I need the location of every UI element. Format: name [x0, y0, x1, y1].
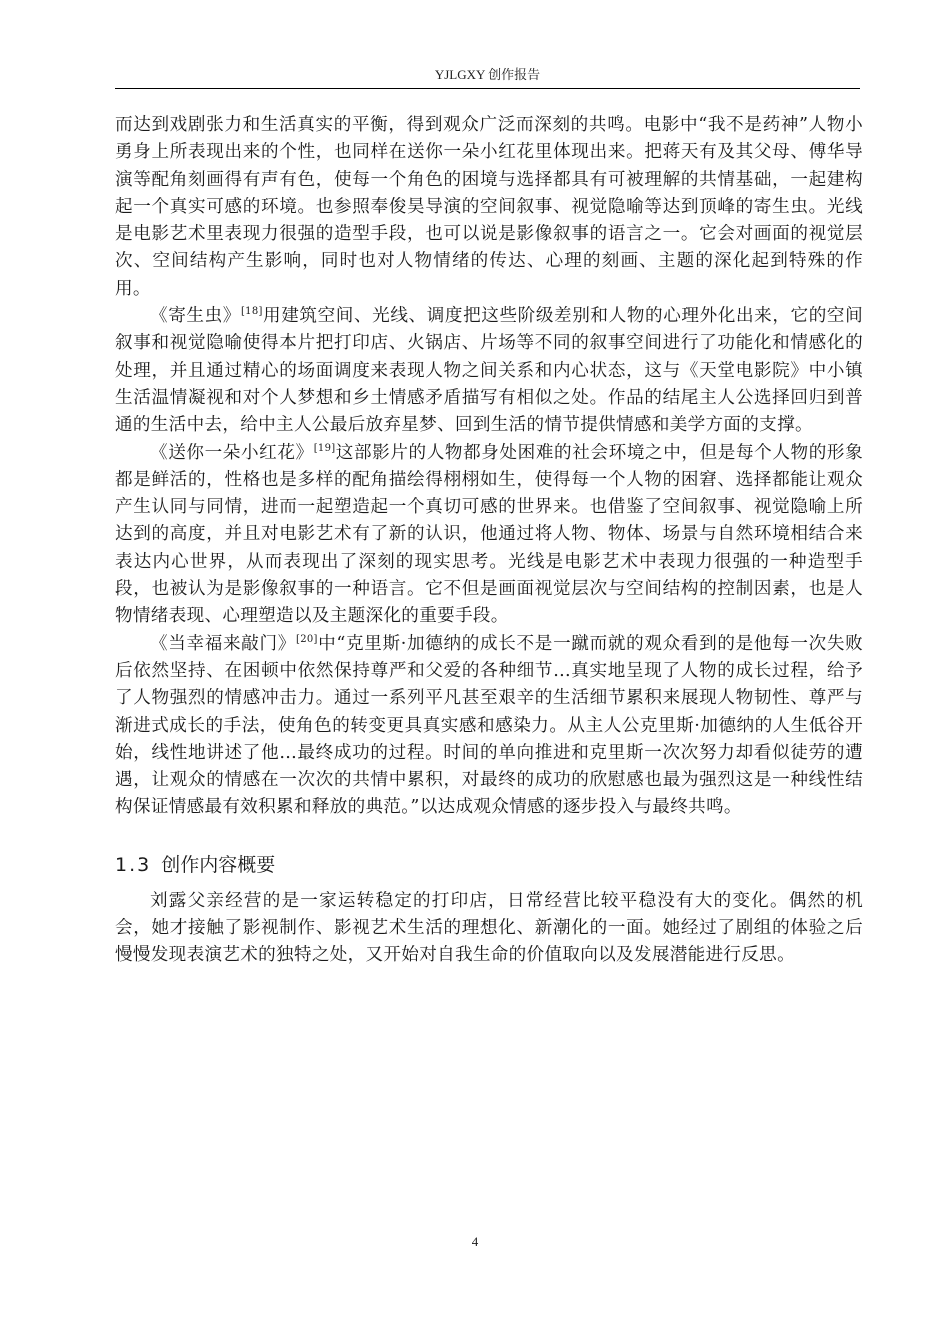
paragraph-pursuit-of-happyness-text: 中“克里斯·加德纳的成长不是一蹴而就的观众看到的是他每一次失败后依然坚持、在困顿中依然保持尊严和父爱的各种细节...真实地呈现了人物的成长过程，给予了人物强烈的情感冲击力。通过一系列平凡甚至艰辛的生活细节累积来展现人物韧性、尊严与渐进式成长的手法，使角色的转变更具真实感和感染力。从主人公克里斯·加德纳的人生低谷开始，线性地讲述了他...最终成功的过程。时间的单向推进和克里斯一次次努力却看似徒劳的遭遇，让观众的情感在一次次的共情中累积，对最终的成功的欣慰感也最为强烈这是一种线性结构保证情感最有效积累和释放的典范。”以达成观众情感的逐步投入与最终共鸣。 — [115, 633, 864, 818]
film-title-little-red-flower: 《送你一朵小红花》 — [150, 442, 314, 463]
citation-18: [18] — [240, 306, 263, 318]
page-number: 4 — [471, 1234, 479, 1249]
main-content — [115, 112, 863, 970]
paragraph-parasite — [115, 303, 863, 439]
film-title-pursuit-of-happyness: 《当幸福来敲门》 — [150, 633, 297, 654]
section-title: 创作内容概要 — [161, 853, 276, 876]
paragraph-pursuit-of-happyness — [115, 631, 863, 822]
film-title-parasite: 《寄生虫》 — [150, 306, 241, 327]
paragraph-little-red-flower — [115, 440, 863, 631]
paragraph-1: 而达到戏剧张力和生活真实的平衡，得到观众广泛而深刻的共鸣。电影中“我不是药神”人物小勇身上所表现出来的个性，也同样在送你一朵小红花里体现出来。把蒋天有及其父母、傅华导演等配角刻画得有声有色，使每一个角色的困境与选择都具有可被理解的共情基础，一起建构起一个真实可感的环境。也参照奉俊昊导演的空间叙事、视觉隐喻等达到顶峰的寄生虫。光线是电影艺术里表现力很强的造型手段，也可以说是影像叙事的语言之一。它会对画面的视觉层次、空间结构产生影响，同时也对人物情绪的传达、心理的刻画、主题的深化起到特殊的作用。 — [115, 115, 863, 299]
citation-20: [20] — [296, 633, 318, 645]
citation-19: [19] — [313, 442, 336, 454]
section-paragraph-1: 刘露父亲经营的是一家运转稳定的打印店，日常经营比较平稳没有大的变化。偶然的机会，她才接触了影视制作、影视艺术生活的理想化、新潮化的一面。她经过了剧组的体验之后慢慢发现表演艺术的独特之处，又开始对自我生命的价值取向以及发展潜能进行反思。 — [115, 890, 863, 966]
paragraph-parasite-text: 用建筑空间、光线、调度把这些阶级差别和人物的心理外化出来，它的空间叙事和视觉隐喻使得本片把打印店、火锅店、片场等不同的叙事空间进行了功能化和情感化的处理，并且通过精心的场面调度来表现人物之间关系和内心状态，这与《天堂电影院》中小镇生活温情凝视和对个人梦想和乡土情感矛盾描写有相似之处。作品的结尾主人公选择回归到普通的生活中去，给中主人公最后放弃星梦、回到生活的情节提供情感和美学方面的支撑。 — [115, 306, 863, 436]
section-heading — [115, 852, 863, 878]
page-header — [115, 62, 860, 89]
paragraph-little-red-flower-text: 这部影片的人物都身处困难的社会环境之中，但是每个人物的形象都是鲜活的，性格也是多样的配角描绘得栩栩如生，使得每一个人物的困窘、选择都能让观众产生认同与同情，进而一起塑造起一个真切可感的世界来。也借鉴了空间叙事、视觉隐喻上所达到的高度，并且对电影艺术有了新的认识，他通过将人物、物体、场景与自然环境相结合来表达内心世界，从而表现出了深刻的现实思考。光线是电影艺术中表现力很强的一种造型手段，也被认为是影像叙事的一种语言。它不但是画面视觉层次与空间结构的控制因素，也是人物情绪表现、心理塑造以及主题深化的重要手段。 — [115, 442, 864, 627]
header-title: YJLGXY 创作报告 — [434, 67, 541, 82]
section-number: 1.3 — [115, 853, 152, 876]
